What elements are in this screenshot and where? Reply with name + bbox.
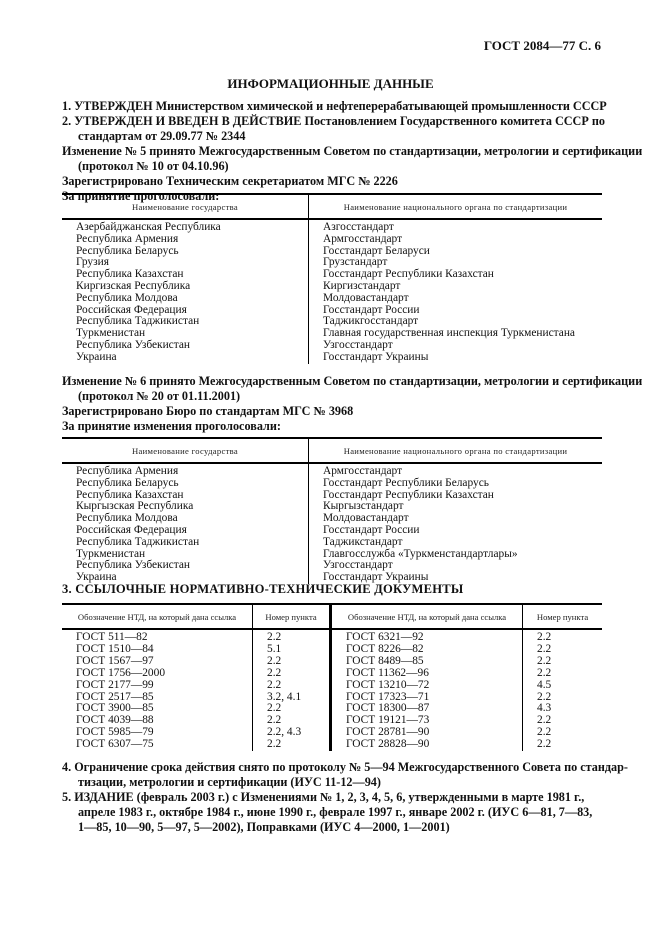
table-row	[62, 463, 602, 478]
ntd-cell: ГОСТ 19121—73	[331, 715, 523, 727]
body-cell: Главная государственная инспекция Туркменистана	[323, 327, 575, 340]
body-cell: Узгосстандарт	[323, 559, 393, 572]
change-6-voted: За принятие изменения проголосовали:	[62, 419, 281, 433]
table-row	[62, 293, 602, 305]
page-title: ИНФОРМАЦИОННЫЕ ДАННЫЕ	[227, 76, 434, 91]
table-row	[62, 281, 602, 293]
column-header-ntd-left: Обозначение НТД, на который дана ссылка	[62, 604, 253, 629]
state-cell: Республика Узбекистан	[62, 340, 309, 352]
state-cell: Туркменистан	[62, 328, 309, 340]
body-cell: Госстандарт Украины	[323, 350, 429, 363]
ntd-cell: ГОСТ 2517—85	[62, 692, 253, 704]
state-cell: Республика Узбекистан	[62, 560, 309, 572]
states-table-change-6	[62, 437, 602, 584]
state-cell: Республика Молдова	[62, 293, 309, 305]
state-cell: Туркменистан	[62, 549, 309, 561]
clause-cell: 2.2	[253, 703, 331, 715]
body-cell: Азгосстандарт	[323, 221, 394, 233]
ntd-cell: ГОСТ 3900—85	[62, 703, 253, 715]
change-5-registered: Зарегистрировано Техническим секретариатом МГС № 2226	[62, 174, 398, 188]
clause-cell: 2.2	[253, 739, 331, 751]
ntd-cell: ГОСТ 13210—72	[331, 680, 523, 692]
ntd-cell: ГОСТ 8226—82	[331, 644, 523, 656]
ntd-cell: ГОСТ 5985—79	[62, 727, 253, 739]
column-header-clause-right: Номер пункта	[523, 604, 603, 629]
body-cell: Кыргызстандарт	[323, 500, 404, 513]
ntd-cell: ГОСТ 1756—2000	[62, 668, 253, 680]
body-cell: Госстандарт Республики Беларусь	[323, 476, 489, 489]
item-4-line-2: тизации, метрологии и сертификации (ИУС 11-12—94)	[78, 775, 381, 789]
body-cell: Таджикгосстандарт	[323, 315, 419, 328]
clause-cell: 2.2	[537, 666, 552, 679]
clause-cell: 2.2, 4.3	[253, 727, 331, 739]
state-cell: Украина	[62, 572, 309, 584]
body-cell: Госстандарт Республики Казахстан	[323, 488, 494, 501]
page-header: ГОСТ 2084—77 С. 6	[483, 38, 601, 53]
body-cell: Таджикстандарт	[323, 535, 403, 548]
body-cell: Главгосслужба «Туркменстандартлары»	[323, 547, 518, 560]
approval-block	[62, 99, 643, 204]
clause-cell: 2.2	[253, 715, 331, 727]
ntd-cell: ГОСТ 511—82	[62, 629, 253, 644]
item-4-line-1: 4. Ограничение срока действия снято по протоколу № 5—94 Межгосударственного Совета по стандар-	[62, 760, 628, 774]
table-row	[62, 739, 602, 751]
item-5-line-2: апреле 1983 г., октябре 1984 г., июне 1990 г., феврале 1997 г., январе 2002 г. (ИУС 6—81, 7—83,	[78, 805, 593, 819]
states-table-change-5	[62, 193, 602, 364]
state-cell: Республика Армения	[62, 463, 309, 478]
table-row	[62, 234, 602, 246]
ntd-cell: ГОСТ 6321—92	[331, 629, 523, 644]
table-row	[62, 219, 602, 234]
section-3-heading: 3. ССЫЛОЧНЫЕ НОРМАТИВНО-ТЕХНИЧЕСКИЕ ДОКУМЕНТЫ	[62, 582, 464, 596]
change-6-line-1: Изменение № 6 принято Межгосударственным Советом по стандартизации, метрологии и сертификации	[62, 374, 643, 388]
state-cell: Республика Молдова	[62, 513, 309, 525]
ntd-cell: ГОСТ 6307—75	[62, 739, 253, 751]
change-5-voted: За принятие проголосовали:	[62, 189, 220, 203]
state-cell: Республика Таджикистан	[62, 537, 309, 549]
state-cell: Российская Федерация	[62, 525, 309, 537]
state-cell: Киргизская Республика	[62, 281, 309, 293]
ntd-cell: ГОСТ 28781—90	[331, 727, 523, 739]
column-header-ntd-right: Обозначение НТД, на который дана ссылка	[331, 604, 523, 629]
item-2-line-2: стандартам от 29.09.77 № 2344	[78, 129, 246, 143]
change-6-registered: Зарегистрировано Бюро по стандартам МГС № 3968	[62, 404, 354, 418]
body-cell: Госстандарт Республики Казахстан	[323, 268, 494, 281]
body-cell: Госстандарт России	[323, 523, 420, 536]
clause-cell: 2.2	[253, 656, 331, 668]
state-cell: Республика Казахстан	[62, 490, 309, 502]
clause-cell: 2.2	[537, 690, 552, 703]
clause-cell: 2.2	[253, 668, 331, 680]
body-cell: Молдовастандарт	[323, 512, 409, 525]
body-cell: Госстандарт Украины	[323, 571, 429, 584]
ntd-cell: ГОСТ 1510—84	[62, 644, 253, 656]
table-row	[62, 680, 602, 692]
column-header-state: Наименование государства	[62, 194, 309, 219]
ntd-cell: ГОСТ 11362—96	[331, 668, 523, 680]
table-row	[62, 352, 602, 364]
state-cell: Республика Беларусь	[62, 478, 309, 490]
ntd-cell: ГОСТ 8489—85	[331, 656, 523, 668]
table-row	[62, 340, 602, 352]
table-row	[62, 537, 602, 549]
change-6-line-2: (протокол № 20 от 01.11.2001)	[78, 389, 241, 403]
items-4-5-block	[62, 760, 628, 835]
clause-cell: 2.2	[537, 714, 552, 727]
state-cell: Республика Беларусь	[62, 246, 309, 258]
item-1: 1. УТВЕРЖДЕН Министерством химической и нефтеперерабатывающей промышленности СССР	[62, 99, 607, 113]
ntd-cell: ГОСТ 28828—90	[331, 739, 523, 751]
reference-documents-table	[62, 603, 602, 751]
column-header-national-body: Наименование национального органа по стандартизации	[309, 438, 603, 463]
item-5-line-3: 1—85, 10—90, 5—97, 5—2002), Поправками (ИУС 4—2000, 1—2001)	[78, 820, 450, 834]
clause-cell: 4.5	[537, 678, 552, 691]
state-cell: Азербайджанская Республика	[62, 219, 309, 234]
body-cell: Киргизстандарт	[323, 279, 401, 292]
item-5-line-1: 5. ИЗДАНИЕ (февраль 2003 г.) с Изменениями № 1, 2, 3, 4, 5, 6, утвержденными в марте 1981 г.,	[62, 790, 585, 804]
body-cell: Армгосстандарт	[323, 465, 403, 477]
column-header-state: Наименование государства	[62, 438, 309, 463]
clause-cell: 2.2	[537, 642, 552, 655]
state-cell: Кыргызская Республика	[62, 501, 309, 513]
table-row	[62, 656, 602, 668]
clause-cell: 2.2	[537, 631, 552, 643]
clause-cell: 2.2	[253, 629, 331, 644]
state-cell: Украина	[62, 352, 309, 364]
clause-cell: 5.1	[253, 644, 331, 656]
body-cell: Госстандарт Беларуси	[323, 244, 430, 257]
change-5-line-1: Изменение № 5 принято Межгосударственным Советом по стандартизации, метрологии и сертификации	[62, 144, 643, 158]
item-2-line-1: 2. УТВЕРЖДЕН И ВВЕДЕН В ДЕЙСТВИЕ Постановлением Государственного комитета СССР по	[62, 114, 605, 128]
clause-cell: 3.2, 4.1	[253, 692, 331, 704]
column-header-national-body: Наименование национального органа по стандартизации	[309, 194, 603, 219]
clause-cell: 4.3	[537, 702, 552, 715]
change-6-block	[62, 374, 643, 434]
column-header-clause-left: Номер пункта	[253, 604, 331, 629]
ntd-cell: ГОСТ 1567—97	[62, 656, 253, 668]
state-cell: Республика Армения	[62, 234, 309, 246]
ntd-cell: ГОСТ 2177—99	[62, 680, 253, 692]
ntd-cell: ГОСТ 18300—87	[331, 703, 523, 715]
clause-cell: 2.2	[253, 680, 331, 692]
state-cell: Грузия	[62, 257, 309, 269]
ntd-cell: ГОСТ 17323—71	[331, 692, 523, 704]
table-row	[62, 629, 602, 644]
body-cell: Госстандарт России	[323, 303, 420, 316]
table-row	[62, 668, 602, 680]
body-cell: Узгосстандарт	[323, 338, 393, 351]
body-cell: Армгосстандарт	[323, 232, 403, 245]
state-cell: Республика Таджикистан	[62, 316, 309, 328]
state-cell: Республика Казахстан	[62, 269, 309, 281]
table-row	[62, 478, 602, 490]
clause-cell: 2.2	[537, 654, 552, 667]
state-cell: Российская Федерация	[62, 305, 309, 317]
body-cell: Грузстандарт	[323, 256, 388, 269]
table-row	[62, 525, 602, 537]
clause-cell: 2.2	[537, 726, 552, 739]
clause-cell: 2.2	[537, 738, 552, 751]
ntd-cell: ГОСТ 4039—88	[62, 715, 253, 727]
body-cell: Молдовастандарт	[323, 291, 409, 304]
change-5-line-2: (протокол № 10 от 04.10.96)	[78, 159, 229, 173]
